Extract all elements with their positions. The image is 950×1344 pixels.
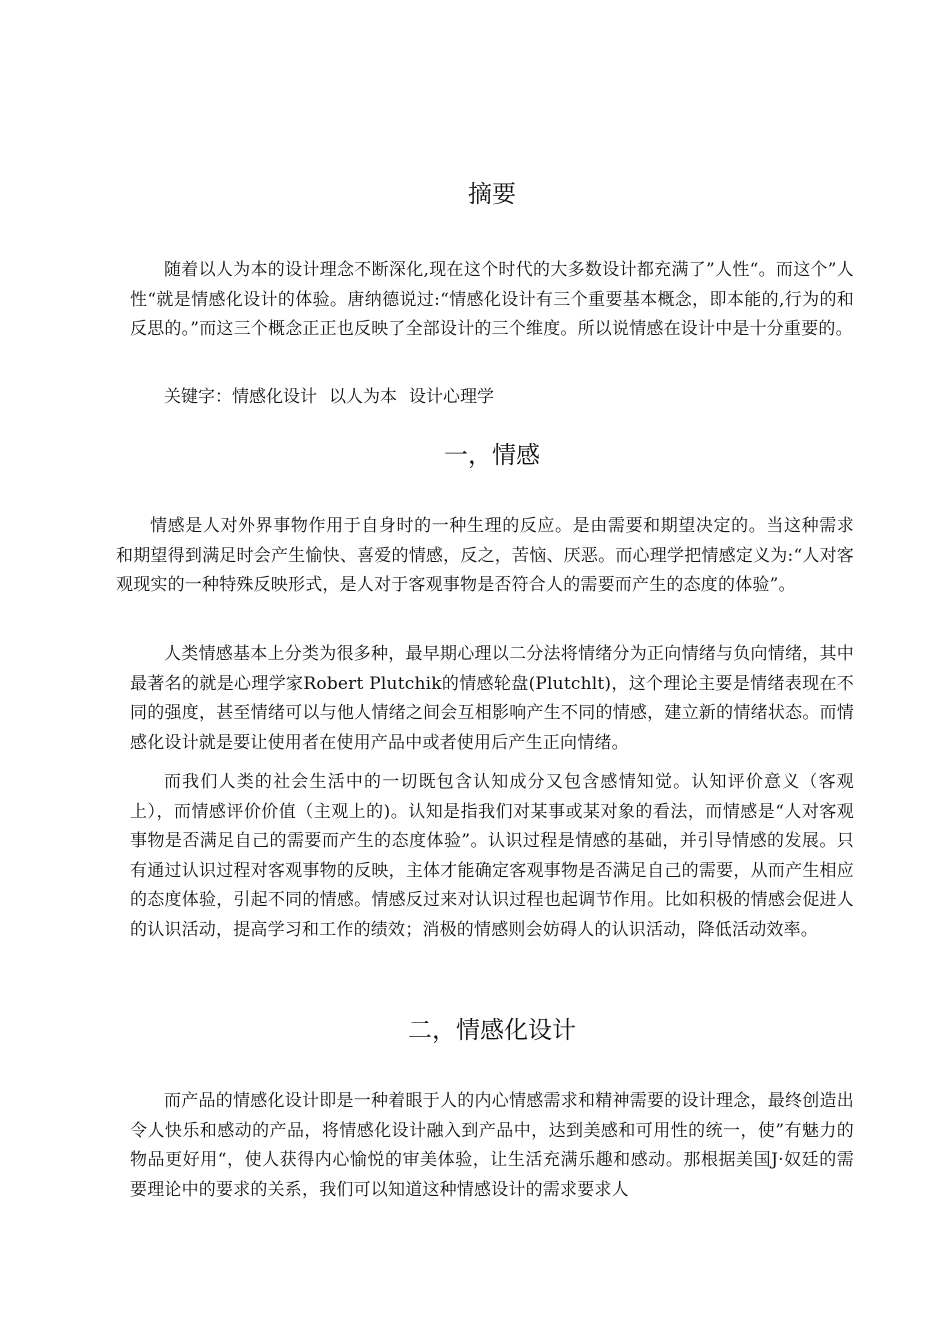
section-2-title: 二，情感化设计 — [408, 1016, 576, 1044]
abstract-paragraph: 随着以人为本的设计理念不断深化,现在这个时代的大多数设计都充满了”人性“。而这个”人性“就是情感化设计的体验。唐纳德说过:“情感化设计有三个重要基本概念，即本能的,行为的和反思的。”而这三个概念正正也反映了全部设计的三个维度。所以说情感在设计中是十分重要的。 — [130, 260, 854, 339]
section-1-title: 一，情感 — [444, 441, 540, 469]
keyword-item: 情感化设计 — [232, 387, 317, 407]
section-1-paragraph: 人类情感基本上分类为很多种，最早期心理以二分法将情绪分为正向情绪与负向情绪，其中最著名的就是心理学家Robert Plutchik的情感轮盘(Plutchlt)，这个理论主要是情绪表现在不同的强度，甚至情绪可以与他人情绪之间会互相影响产生不同的情感，建立新的情绪状态。而情感化设计就是要让使用者在使用产品中或者使用后产生正向情绪。 — [130, 644, 854, 753]
keyword-item: 设计心理学 — [409, 387, 494, 407]
section-1-paragraph: 情感是人对外界事物作用于自身时的一种生理的反应。是由需要和期望决定的。当这种需求和期望得到满足时会产生愉快、喜爱的情感，反之，苦恼、厌恶。而心理学把情感定义为:“人对客观现实的一种特殊反映形式，是人对于客观事物是否符合人的需要而产生的态度的体验”。 — [116, 516, 854, 595]
keyword-item: 以人为本 — [329, 387, 397, 407]
abstract-title: 摘要 — [468, 180, 516, 208]
section-2-paragraph: 而产品的情感化设计即是一种着眼于人的内心情感需求和精神需要的设计理念，最终创造出令人快乐和感动的产品，将情感化设计融入到产品中，达到美感和可用性的统一，使”有魅力的物品更好用“，使人获得内心愉悦的审美体验，让生活充满乐趣和感动。那根据美国J·奴廷的需要理论中的要求的关系，我们可以知道这种情感设计的需求要求人 — [130, 1091, 854, 1200]
keywords-line — [130, 383, 854, 413]
section-1-paragraph: 而我们人类的社会生活中的一切既包含认知成分又包含感情知觉。认知评价意义（客观上），而情感评价价值（主观上的)。认知是指我们对某事或某对象的看法，而情感是“人对客观事物是否满足自己的需要而产生的态度体验”。认识过程是情感的基础，并引导情感的发展。只有通过认识过程对客观事物的反映，主体才能确定客观事物是否满足自己的需要，从而产生相应的态度体验，引起不同的情感。情感反过来对认识过程也起调节作用。比如积极的情感会促进人的认识活动，提高学习和工作的绩效；消极的情感则会妨碍人的认识活动，降低活动效率。 — [130, 772, 854, 940]
keywords-label: 关键字： — [164, 387, 232, 407]
